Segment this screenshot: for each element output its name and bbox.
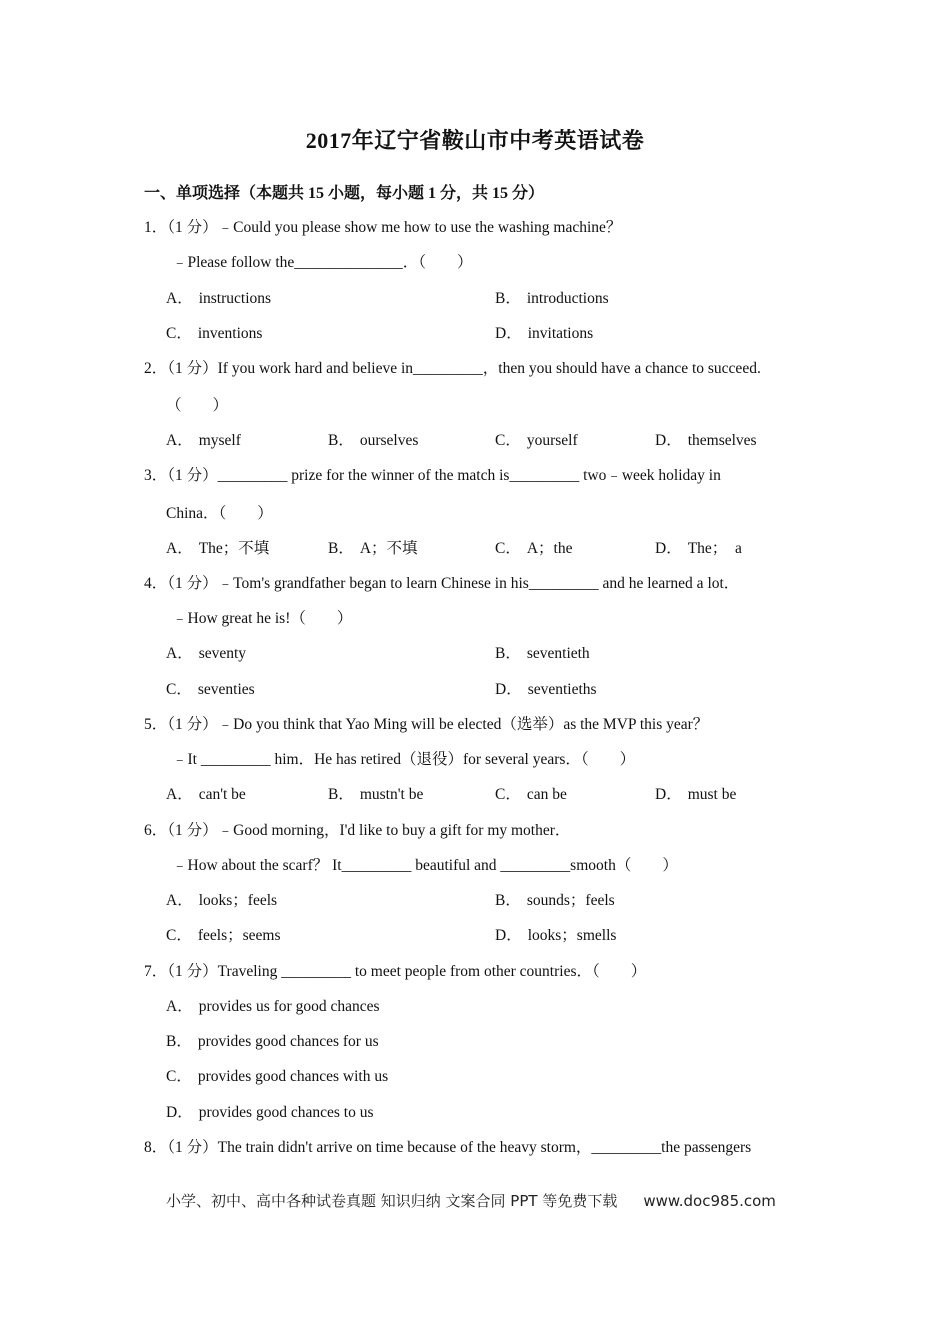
question-5-option-b[interactable] — [328, 784, 423, 806]
option-letter: B． — [495, 645, 521, 662]
question-6-answer-line: ﹣How about the scarf？ It_________ beautiful and _________smooth（ ） — [172, 857, 678, 874]
question-2-option-c[interactable] — [495, 430, 578, 452]
question-3-answer-line: China．（ ） — [166, 505, 273, 522]
option-letter: D． — [495, 325, 522, 342]
option-text: myself — [198, 432, 241, 449]
question-4-option-b[interactable] — [495, 643, 590, 665]
option-text: can't be — [198, 786, 246, 803]
section-heading: 一、单项选择（本题共 15 小题，每小题 1 分，共 15 分） — [144, 185, 545, 202]
question-1-option-d[interactable] — [495, 323, 593, 345]
option-text: feels；seems — [197, 927, 281, 944]
question-2-option-b[interactable] — [328, 430, 418, 452]
option-letter: C． — [166, 927, 192, 944]
question-2-option-a[interactable] — [166, 430, 241, 452]
option-text: must be — [687, 786, 737, 803]
option-letter: B． — [328, 432, 354, 449]
question-5-stem: 5．（1 分）﹣Do you think that Yao Ming will be elected（选举）as the MVP this year？ — [144, 716, 709, 733]
footer — [166, 1190, 776, 1211]
option-text: seventieth — [526, 645, 590, 662]
question-2-answer-line: （ ） — [166, 397, 229, 414]
option-letter: A． — [166, 786, 193, 803]
question-7-option-c[interactable] — [166, 1066, 388, 1088]
question-6-option-b[interactable] — [495, 890, 615, 912]
question-6-option-d[interactable] — [495, 925, 616, 947]
option-letter: D． — [166, 1104, 193, 1121]
page-title: 2017年辽宁省鞍山市中考英语试卷 — [305, 128, 645, 153]
option-text: A；the — [526, 540, 573, 557]
option-letter: A． — [166, 892, 193, 909]
option-text: looks；smells — [527, 927, 617, 944]
question-3-option-c[interactable] — [495, 538, 572, 560]
option-text: introductions — [526, 290, 609, 307]
question-5-answer-line: ﹣It _________ him．He has retired（退役）for several years．（ ） — [172, 751, 636, 768]
question-5-option-a[interactable] — [166, 784, 246, 806]
option-text: seventies — [197, 681, 255, 698]
option-letter: D． — [655, 432, 682, 449]
question-5-option-c[interactable] — [495, 784, 567, 806]
option-text: inventions — [197, 325, 263, 342]
option-text: looks；feels — [198, 892, 278, 909]
question-5-option-d[interactable] — [655, 784, 736, 806]
option-letter: C． — [166, 1068, 192, 1085]
question-2-stem: 2．（1 分）If you work hard and believe in_________，then you should have a chance to succeed. — [144, 360, 761, 377]
option-letter: C． — [495, 432, 521, 449]
option-letter: D． — [495, 927, 522, 944]
question-3-stem: 3．（1 分）_________ prize for the winner of the match is_________ two﹣week holiday in — [144, 467, 721, 484]
option-text: yourself — [526, 432, 578, 449]
option-letter: B． — [328, 540, 354, 557]
option-text: The；不填 — [198, 540, 270, 557]
option-text: ourselves — [359, 432, 419, 449]
option-letter: B． — [166, 1033, 192, 1050]
option-letter: B． — [328, 786, 354, 803]
question-7-option-d[interactable] — [166, 1102, 373, 1124]
option-letter: D． — [655, 786, 682, 803]
question-2-option-d[interactable] — [655, 430, 757, 452]
footer-url-link[interactable]: www.doc985.com — [643, 1192, 776, 1210]
option-letter: C． — [166, 681, 192, 698]
option-text: provides us for good chances — [198, 998, 380, 1015]
option-letter: A． — [166, 540, 193, 557]
option-text: can be — [526, 786, 567, 803]
option-letter: D． — [655, 540, 682, 557]
option-text: instructions — [198, 290, 272, 307]
option-text: sounds；feels — [526, 892, 615, 909]
question-7-option-b[interactable] — [166, 1031, 379, 1053]
option-letter: B． — [495, 892, 521, 909]
question-4-stem: 4．（1 分）﹣Tom's grandfather began to learn Chinese in his_________ and he learned a lot． — [144, 575, 740, 592]
option-text: invitations — [527, 325, 594, 342]
footer-text: 小学、初中、高中各种试卷真题 知识归纳 文案合同 PPT 等免费下载 — [166, 1192, 618, 1210]
option-letter: D． — [495, 681, 522, 698]
question-4-answer-line: ﹣How great he is!（ ） — [172, 610, 353, 627]
option-letter: C． — [166, 325, 192, 342]
question-4-option-a[interactable] — [166, 643, 246, 665]
question-1-answer-line: ﹣Please follow the______________．（ ） — [172, 254, 473, 271]
option-text: A；不填 — [359, 540, 418, 557]
option-letter: A． — [166, 290, 193, 307]
question-7-option-a[interactable] — [166, 996, 380, 1018]
option-text: seventy — [198, 645, 247, 662]
question-3-option-a[interactable] — [166, 538, 269, 560]
option-text: mustn't be — [359, 786, 424, 803]
question-3-option-b[interactable] — [328, 538, 418, 560]
option-text: provides good chances to us — [198, 1104, 374, 1121]
option-text: provides good chances for us — [197, 1033, 379, 1050]
option-letter: A． — [166, 645, 193, 662]
option-letter: C． — [495, 540, 521, 557]
question-1-stem: 1．（1 分）﹣Could you please show me how to use the washing machine？ — [144, 219, 622, 236]
option-letter: A． — [166, 998, 193, 1015]
question-3-option-d[interactable] — [655, 538, 742, 560]
question-4-option-d[interactable] — [495, 679, 597, 701]
question-6-option-c[interactable] — [166, 925, 280, 947]
option-letter: B． — [495, 290, 521, 307]
option-letter: A． — [166, 432, 193, 449]
question-4-option-c[interactable] — [166, 679, 255, 701]
question-1-option-c[interactable] — [166, 323, 262, 345]
question-7-stem: 7．（1 分）Traveling _________ to meet people from other countries．（ ） — [144, 963, 647, 980]
option-text: seventieths — [527, 681, 597, 698]
question-1-option-b[interactable] — [495, 288, 609, 310]
option-text: The； a — [687, 540, 742, 557]
option-text: themselves — [687, 432, 757, 449]
option-letter: C． — [495, 786, 521, 803]
question-6-option-a[interactable] — [166, 890, 277, 912]
option-text: provides good chances with us — [197, 1068, 389, 1085]
question-8-stem: 8．（1 分）The train didn't arrive on time because of the heavy storm，_________the passengers — [144, 1139, 752, 1156]
question-1-option-a[interactable] — [166, 288, 271, 310]
question-6-stem: 6．（1 分）﹣Good morning，I'd like to buy a gift for my mother． — [144, 822, 571, 839]
